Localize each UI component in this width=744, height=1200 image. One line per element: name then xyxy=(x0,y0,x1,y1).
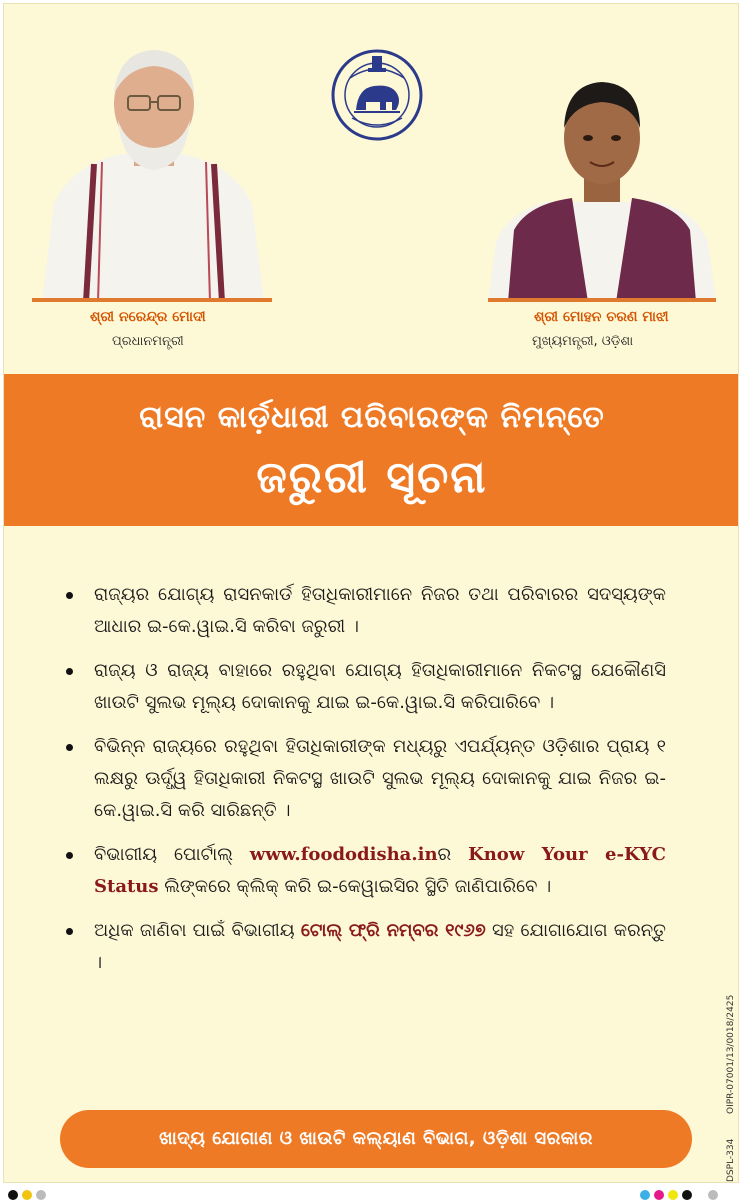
chief-minister-name: ଶ୍ରୀ ମୋହନ ଚରଣ ମାଝୀ xyxy=(534,309,669,325)
dspl-code: DSPL-334 xyxy=(726,1138,736,1182)
print-mark xyxy=(668,1190,678,1200)
portrait-prime-minister xyxy=(32,34,272,302)
banner-subtitle: ରାସନ କାର୍ଡ଼ଧାରୀ ପରିବାରଙ୍କ ନିମନ୍ତେ xyxy=(139,400,605,435)
bullet-icon xyxy=(66,668,73,675)
chief-minister-title: ମୁଖ୍ୟମନ୍ତ୍ରୀ, ଓଡ଼ିଶା xyxy=(532,334,634,349)
poster xyxy=(3,3,739,1183)
ekyc-status-link[interactable]: Know Your e-KYC Status xyxy=(94,844,666,897)
print-mark xyxy=(682,1190,692,1200)
print-mark xyxy=(640,1190,650,1200)
bullet-icon xyxy=(66,928,73,935)
print-mark xyxy=(22,1190,32,1200)
portal-link[interactable]: www.foododisha.in xyxy=(249,844,438,865)
portrait-left-image xyxy=(32,34,272,302)
portrait-right-image xyxy=(488,62,716,302)
list-item xyxy=(66,915,666,979)
list-item xyxy=(66,579,666,643)
list-item-text: ରାଜ୍ୟର ଯୋଗ୍ୟ ରାସନକାର୍ଡ ହିତାଧିକାରୀମାନେ ନିଜର ତଥା ପରିବାରର ସଦସ୍ୟଙ୍କ ଆଧାର ଇ-କେ.ୱାଇ.ସି କରିବା ଜରୁରୀ । xyxy=(94,584,666,637)
list-item-text: ବିଭିନ୍ନ ରାଜ୍ୟରେ ରହୁଥିବା ହିତାଧିକାରୀଙ୍କ ମଧ୍ୟରୁ ଏପର୍ଯ୍ୟନ୍ତ ଓଡ଼ିଶାର ପ୍ରାୟ ୧ ଲକ୍ଷରୁ ଊର୍ଦ୍ଧ୍ୱ ହିତାଧିକାରୀ ନିକଟସ୍ଥ ଖାଉଟି ସୁଲଭ ମୂଲ୍ୟ ଦୋକାନକୁ ଯାଇ ନିଜର ଇ-କେ.ୱାଇ.ସି କରି ସାରିଛନ୍ତି । xyxy=(94,736,666,821)
list-item-text: ରାଜ୍ୟ ଓ ରାଜ୍ୟ ବାହାରେ ରହୁଥିବା ଯୋଗ୍ୟ ହିତାଧିକାରୀମାନେ ନିକଟସ୍ଥ ଯେକୌଣସି ଖାଉଟି ସୁଲଭ ମୂଲ୍ୟ ଦୋକାନକୁ ଯାଇ ଇ-କେ.ୱାଇ.ସି କରିପାରିବେ । xyxy=(94,660,666,713)
list-item xyxy=(66,655,666,719)
notice-list xyxy=(66,579,666,991)
list-item xyxy=(66,731,666,827)
odisha-government-emblem-icon xyxy=(330,48,424,142)
bullet-icon xyxy=(66,852,73,859)
print-mark xyxy=(8,1190,18,1200)
list-item-text-pre: ଅଧିକ ଜାଣିବା ପାଇଁ ବିଭାଗୀୟ xyxy=(94,920,301,941)
list-item-text-pre: ବିଭାଗୀୟ ପୋର୍ଟାଲ୍ xyxy=(94,844,250,865)
toll-free-number: ଟୋଲ୍ ଫ୍ରି ନମ୍ବର ୧୯୬୭ xyxy=(300,920,486,941)
prime-minister-title: ପ୍ରଧାନମନ୍ତ୍ରୀ xyxy=(112,334,184,349)
portrait-chief-minister xyxy=(488,62,716,302)
banner-title: ଜରୁରୀ ସୂଚନା xyxy=(256,452,488,503)
print-marks xyxy=(0,1188,744,1200)
release-code: OIPR-07001/13/0018/2425 xyxy=(726,994,736,1114)
prime-minister-name: ଶ୍ରୀ ନରେନ୍ଦ୍ର ମୋଦୀ xyxy=(90,309,206,325)
department-footer: ଖାଦ୍ୟ ଯୋଗାଣ ଓ ଖାଉଟି କଲ୍ୟାଣ ବିଭାଗ, ଓଡ଼ିଶା ସରକାର xyxy=(60,1110,692,1168)
list-item-text-mid: ର xyxy=(437,844,469,865)
print-mark xyxy=(36,1190,46,1200)
list-item xyxy=(66,839,666,903)
bullet-icon xyxy=(66,744,73,751)
print-mark xyxy=(654,1190,664,1200)
list-item-text-post: ଲିଙ୍କରେ କ୍ଲିକ୍ କରି ଇ-କେୱାଇସିର ସ୍ଥିତି ଜାଣିପାରିବେ । xyxy=(158,876,552,897)
list-item-text-post: ସହ ଯୋଗାଯୋଗ କରନ୍ତୁ । xyxy=(94,920,666,973)
headline-banner xyxy=(4,374,739,526)
bullet-icon xyxy=(66,592,73,599)
print-mark xyxy=(708,1190,718,1200)
